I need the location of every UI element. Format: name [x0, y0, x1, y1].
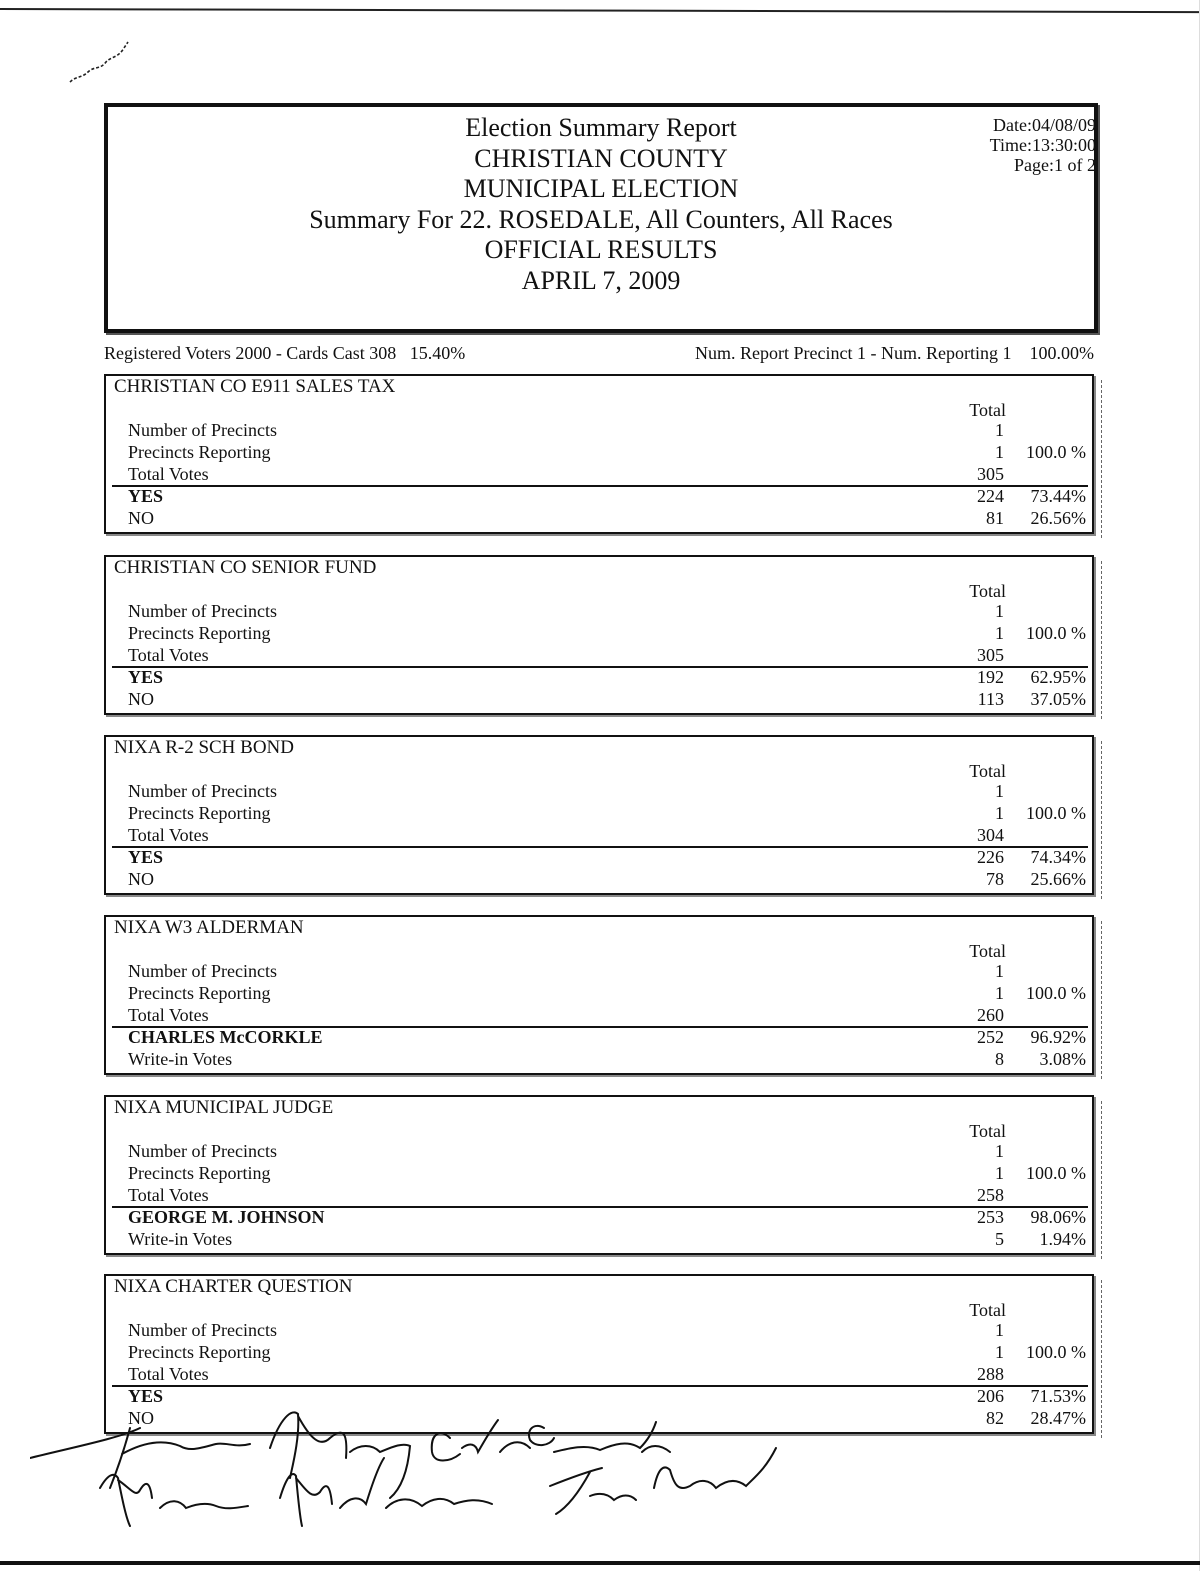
stat-total: 1 — [995, 420, 1004, 440]
race-title: NIXA W3 ALDERMAN — [114, 917, 304, 938]
choice-percent: 25.66% — [1030, 869, 1086, 889]
choice-percent: 28.47% — [1030, 1408, 1086, 1428]
stat-label: Number of Precincts — [128, 420, 277, 440]
stat-row — [106, 601, 1092, 623]
stat-total: 1 — [995, 601, 1004, 621]
choice-label: YES — [128, 486, 164, 506]
race-box — [104, 915, 1094, 1075]
pen-scribble-mark — [66, 36, 136, 86]
choice-total: 5 — [995, 1229, 1004, 1249]
report-title-block — [108, 113, 1094, 296]
stat-percent: 100.0 % — [1026, 1342, 1086, 1362]
choice-percent: 1.94% — [1039, 1229, 1086, 1249]
choice-label: Write-in Votes — [128, 1229, 233, 1249]
choice-percent: 62.95% — [1030, 667, 1086, 687]
stat-total: 1 — [995, 442, 1004, 462]
stat-percent: 100.0 % — [1026, 803, 1086, 823]
choice-row — [106, 1207, 1092, 1229]
choice-total: 252 — [977, 1027, 1004, 1047]
turnout-summary — [104, 343, 1094, 365]
stat-row — [106, 1163, 1092, 1185]
scan-edge-bottom — [0, 1561, 1200, 1565]
choice-percent: 3.08% — [1039, 1049, 1086, 1069]
choice-label: YES — [128, 667, 164, 687]
total-column-header: Total — [969, 400, 1006, 420]
signatures-image — [30, 1408, 790, 1558]
summary-scope: Summary For 22. ROSEDALE, All Counters, All Races — [309, 204, 893, 234]
stat-total: 1 — [995, 1320, 1004, 1340]
stat-total: 305 — [977, 464, 1004, 484]
stat-label: Precincts Reporting — [128, 442, 271, 462]
stat-label: Total Votes — [128, 1364, 209, 1384]
stat-row — [106, 464, 1092, 486]
choice-label: GEORGE M. JOHNSON — [128, 1207, 325, 1227]
stat-total: 1 — [995, 1163, 1004, 1183]
stat-row — [106, 1320, 1092, 1342]
stat-row — [106, 1141, 1092, 1163]
choice-row — [106, 869, 1092, 891]
choice-percent: 73.44% — [1030, 486, 1086, 506]
choice-total: 81 — [986, 508, 1004, 528]
stat-percent: 100.0 % — [1026, 1163, 1086, 1183]
stat-row — [106, 825, 1092, 847]
choice-total: 224 — [977, 486, 1004, 506]
election-date: APRIL 7, 2009 — [521, 265, 681, 295]
choice-total: 253 — [977, 1207, 1004, 1227]
choice-row — [106, 847, 1092, 869]
total-column-header: Total — [969, 581, 1006, 601]
choice-label: YES — [128, 1386, 164, 1406]
choice-total: 226 — [977, 847, 1004, 867]
stat-total: 1 — [995, 1141, 1004, 1161]
choice-percent: 26.56% — [1030, 508, 1086, 528]
choice-row — [106, 1027, 1092, 1049]
total-column-header: Total — [969, 1300, 1006, 1320]
choice-label: Write-in Votes — [128, 1049, 233, 1069]
choice-row — [106, 689, 1092, 711]
registered-voters-summary: Registered Voters 2000 - Cards Cast 308 15.40% — [104, 343, 466, 363]
stat-row — [106, 803, 1092, 825]
choice-row — [106, 1229, 1092, 1251]
stat-row — [106, 442, 1092, 464]
choice-label: NO — [128, 1408, 154, 1428]
stat-label: Number of Precincts — [128, 601, 277, 621]
stat-label: Precincts Reporting — [128, 983, 271, 1003]
stat-label: Total Votes — [128, 825, 209, 845]
choice-label: NO — [128, 869, 154, 889]
report-date: Date:04/08/09 — [993, 115, 1096, 135]
choice-total: 206 — [977, 1386, 1004, 1406]
results-status: OFFICIAL RESULTS — [484, 235, 718, 264]
stat-total: 1 — [995, 803, 1004, 823]
scan-edge-top — [0, 8, 1200, 13]
choice-percent: 37.05% — [1030, 689, 1086, 709]
stat-label: Number of Precincts — [128, 1320, 277, 1340]
race-title: CHRISTIAN CO SENIOR FUND — [114, 557, 377, 578]
stat-row — [106, 961, 1092, 983]
choice-row — [106, 508, 1092, 530]
stat-row — [106, 1005, 1092, 1027]
choice-total: 192 — [977, 667, 1004, 687]
choice-percent: 98.06% — [1030, 1207, 1086, 1227]
choice-label: NO — [128, 689, 154, 709]
stat-row — [106, 420, 1092, 442]
choice-label: YES — [128, 847, 164, 867]
choice-percent: 96.92% — [1030, 1027, 1086, 1047]
race-title: NIXA R-2 SCH BOND — [114, 737, 294, 758]
stat-total: 260 — [977, 1005, 1004, 1025]
county-name: CHRISTIAN COUNTY — [474, 143, 728, 173]
stat-total: 1 — [995, 781, 1004, 801]
page-number: Page:1 of 2 — [1014, 155, 1096, 175]
choice-row — [106, 667, 1092, 689]
stat-label: Precincts Reporting — [128, 1342, 271, 1362]
stat-label: Precincts Reporting — [128, 803, 271, 823]
choice-total: 82 — [986, 1408, 1004, 1428]
choice-row — [106, 486, 1092, 508]
stat-label: Total Votes — [128, 1005, 209, 1025]
stat-label: Number of Precincts — [128, 1141, 277, 1161]
report-meta — [990, 115, 1096, 175]
race-box — [104, 735, 1094, 895]
election-name: MUNICIPAL ELECTION — [463, 174, 739, 203]
choice-percent: 71.53% — [1030, 1386, 1086, 1406]
stat-total: 258 — [977, 1185, 1004, 1205]
stat-total: 304 — [977, 825, 1004, 845]
stat-row — [106, 623, 1092, 645]
race-box — [104, 374, 1094, 534]
choice-total: 78 — [986, 869, 1004, 889]
stat-percent: 100.0 % — [1026, 623, 1086, 643]
choice-row — [106, 1386, 1092, 1408]
precinct-reporting-summary: Num. Report Precinct 1 - Num. Reporting 1 100.00% — [695, 343, 1094, 363]
race-box — [104, 1095, 1094, 1255]
stat-label: Total Votes — [128, 645, 209, 665]
choice-total: 113 — [977, 689, 1004, 709]
choice-total: 8 — [995, 1049, 1004, 1069]
stat-total: 1 — [995, 983, 1004, 1003]
choice-label: NO — [128, 508, 154, 528]
stat-row — [106, 781, 1092, 803]
stat-row — [106, 1364, 1092, 1386]
total-column-header: Total — [969, 1121, 1006, 1141]
report-title: Election Summary Report — [465, 113, 737, 142]
stat-label: Precincts Reporting — [128, 623, 271, 643]
stat-row — [106, 1342, 1092, 1364]
stat-label: Number of Precincts — [128, 781, 277, 801]
choice-percent: 74.34% — [1030, 847, 1086, 867]
stat-total: 1 — [995, 1342, 1004, 1362]
choice-row — [106, 1049, 1092, 1071]
stat-label: Number of Precincts — [128, 961, 277, 981]
race-title: CHRISTIAN CO E911 SALES TAX — [114, 376, 396, 397]
stat-total: 288 — [977, 1364, 1004, 1384]
report-time: Time:13:30:00 — [989, 135, 1096, 155]
report-header-box — [104, 103, 1098, 333]
stat-percent: 100.0 % — [1026, 983, 1086, 1003]
stat-row — [106, 645, 1092, 667]
total-column-header: Total — [969, 941, 1006, 961]
stat-label: Precincts Reporting — [128, 1163, 271, 1183]
choice-label: CHARLES McCORKLE — [128, 1027, 323, 1047]
stat-label: Total Votes — [128, 464, 209, 484]
stat-row — [106, 1185, 1092, 1207]
race-title: NIXA MUNICIPAL JUDGE — [114, 1097, 334, 1118]
race-title: NIXA CHARTER QUESTION — [114, 1276, 353, 1297]
stat-percent: 100.0 % — [1026, 442, 1086, 462]
stat-label: Total Votes — [128, 1185, 209, 1205]
stat-total: 1 — [995, 961, 1004, 981]
stat-total: 305 — [977, 645, 1004, 665]
stat-row — [106, 983, 1092, 1005]
race-box — [104, 555, 1094, 715]
stat-total: 1 — [995, 623, 1004, 643]
total-column-header: Total — [969, 761, 1006, 781]
